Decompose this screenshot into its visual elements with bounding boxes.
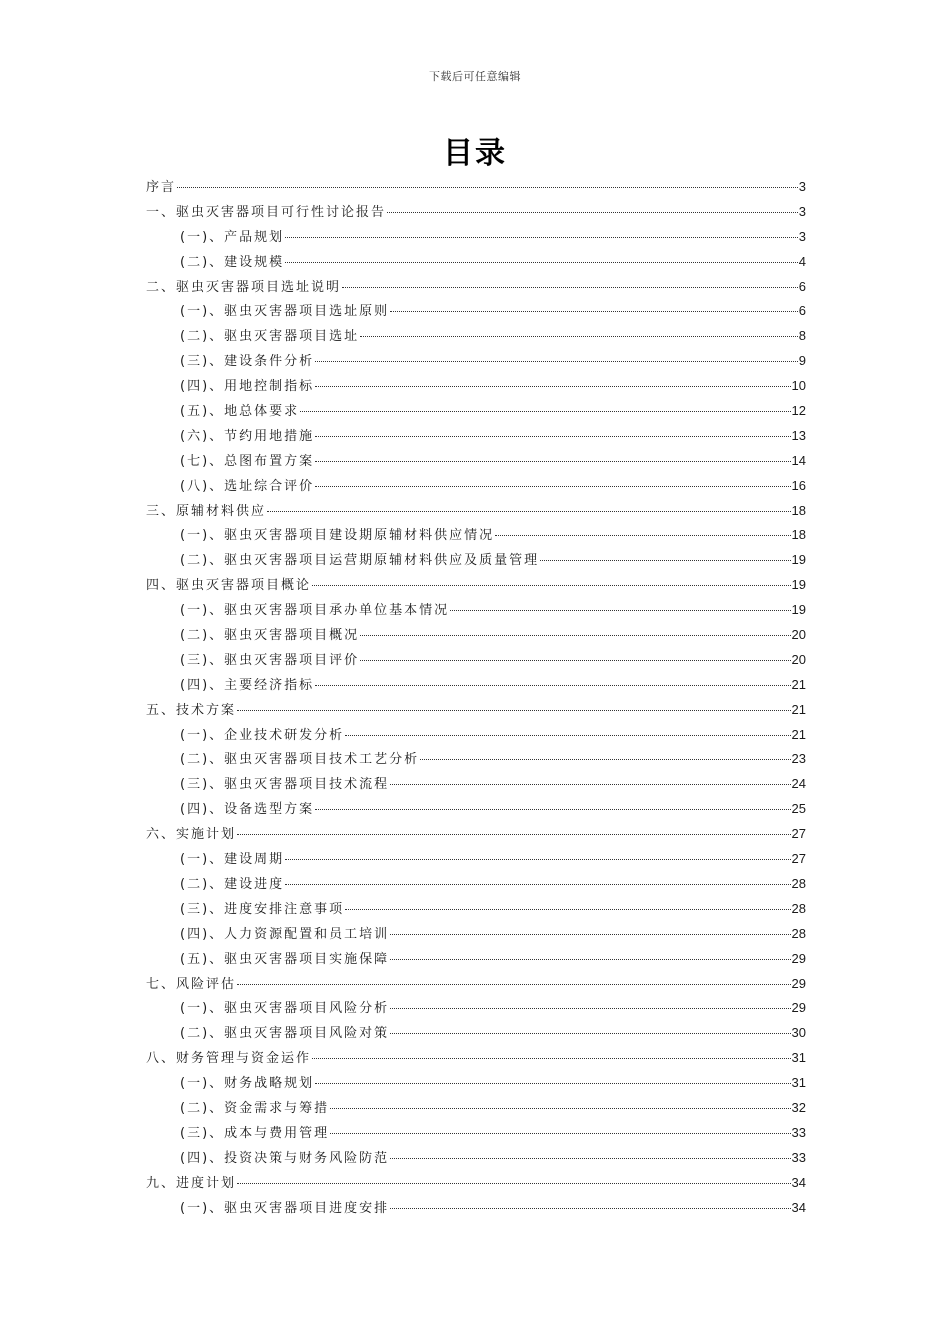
toc-dot-leader [390, 311, 798, 312]
toc-entry-page-number: 18 [791, 502, 806, 518]
toc-dot-leader [387, 212, 798, 213]
toc-dot-leader [285, 237, 798, 238]
toc-entry-label: (二)、驱虫灭害器项目风险对策 [180, 1026, 390, 1042]
toc-dot-leader [300, 411, 790, 412]
toc-entry[interactable] [146, 674, 806, 699]
toc-entry-page-number: 31 [791, 1050, 806, 1066]
toc-entry[interactable] [146, 276, 806, 301]
toc-entry-label: (六)、节约用地措施 [180, 428, 315, 444]
table-of-contents [146, 176, 806, 1221]
toc-dot-leader [330, 1133, 790, 1134]
toc-entry-label: (二)、建设规模 [180, 254, 285, 270]
toc-entry-page-number: 4 [798, 253, 806, 269]
toc-dot-leader [390, 1158, 790, 1159]
toc-entry-page-number: 3 [798, 228, 806, 244]
toc-entry[interactable] [146, 624, 806, 649]
toc-entry-label: (一)、驱虫灭害器项目风险分析 [180, 1001, 390, 1017]
toc-entry-page-number: 18 [791, 527, 806, 543]
toc-entry-label: (四)、投资决策与财务风险防范 [180, 1150, 390, 1166]
toc-dot-leader [312, 1058, 791, 1059]
toc-entry[interactable] [146, 599, 806, 624]
toc-entry-page-number: 9 [798, 353, 806, 369]
toc-entry[interactable] [146, 848, 806, 873]
toc-entry[interactable] [146, 226, 806, 251]
toc-dot-leader [315, 809, 790, 810]
toc-entry[interactable] [146, 798, 806, 823]
toc-entry-page-number: 29 [791, 1000, 806, 1016]
toc-entry[interactable] [146, 300, 806, 325]
toc-dot-leader [315, 1083, 790, 1084]
toc-entry-page-number: 30 [791, 1025, 806, 1041]
toc-entry-page-number: 27 [791, 851, 806, 867]
toc-entry-label: (一)、企业技术研发分析 [180, 727, 345, 743]
toc-dot-leader [315, 486, 790, 487]
toc-entry[interactable] [146, 873, 806, 898]
toc-entry-page-number: 3 [798, 179, 806, 194]
toc-entry-label: (八)、选址综合评价 [180, 478, 315, 494]
header-note: 下载后可任意编辑 [429, 70, 521, 83]
toc-entry[interactable] [146, 823, 806, 848]
toc-entry-page-number: 25 [791, 801, 806, 817]
toc-entry[interactable] [146, 425, 806, 450]
toc-entry[interactable] [146, 973, 806, 998]
toc-entry-label: (二)、驱虫灭害器项目概况 [180, 628, 360, 644]
toc-entry-page-number: 13 [791, 427, 806, 443]
toc-dot-leader [285, 859, 790, 860]
toc-entry-label: 九、进度计划 [146, 1175, 237, 1191]
toc-entry-page-number: 21 [791, 726, 806, 742]
toc-entry[interactable] [146, 500, 806, 525]
toc-entry-label: 八、财务管理与资金运作 [146, 1051, 312, 1067]
toc-dot-leader [540, 560, 790, 561]
toc-entry[interactable] [146, 524, 806, 549]
toc-dot-leader [315, 685, 790, 686]
toc-entry-label: (三)、成本与费用管理 [180, 1125, 330, 1141]
toc-entry-label: (三)、驱虫灭害器项目技术流程 [180, 777, 390, 793]
toc-dot-leader [285, 884, 790, 885]
toc-entry-label: (一)、驱虫灭害器项目选址原则 [180, 304, 390, 320]
toc-entry[interactable] [146, 475, 806, 500]
toc-entry-label: (一)、产品规划 [180, 229, 285, 245]
toc-entry-label: (四)、主要经济指标 [180, 677, 315, 693]
toc-dot-leader [315, 386, 790, 387]
toc-entry[interactable] [146, 549, 806, 574]
toc-entry[interactable] [146, 251, 806, 276]
toc-entry-label: 七、风险评估 [146, 976, 237, 992]
toc-entry-label: (二)、资金需求与筹措 [180, 1100, 330, 1116]
toc-entry[interactable] [146, 724, 806, 749]
toc-entry-page-number: 32 [791, 1099, 806, 1115]
toc-entry[interactable] [146, 350, 806, 375]
toc-dot-leader [450, 610, 790, 611]
toc-entry-page-number: 31 [791, 1075, 806, 1091]
toc-entry[interactable] [146, 1072, 806, 1097]
toc-dot-leader [390, 784, 790, 785]
toc-dot-leader [360, 660, 790, 661]
toc-dot-leader [390, 1008, 790, 1009]
toc-entry[interactable] [146, 649, 806, 674]
toc-entry-page-number: 20 [791, 651, 806, 667]
toc-dot-leader [285, 262, 798, 263]
toc-entry-page-number: 28 [791, 875, 806, 891]
toc-entry-page-number: 14 [791, 452, 806, 468]
toc-dot-leader [390, 1033, 790, 1034]
toc-entry-page-number: 29 [791, 950, 806, 966]
toc-dot-leader [315, 361, 798, 362]
toc-entry-label: (一)、建设周期 [180, 852, 285, 868]
toc-dot-leader [495, 535, 790, 536]
toc-entry[interactable] [146, 898, 806, 923]
toc-entry-label: (一)、驱虫灭害器项目建设期原辅材料供应情况 [180, 528, 495, 544]
toc-entry-page-number: 6 [798, 303, 806, 319]
toc-entry-page-number: 3 [798, 203, 806, 219]
toc-entry[interactable] [146, 375, 806, 400]
toc-entry-label: (二)、驱虫灭害器项目技术工艺分析 [180, 752, 420, 768]
toc-dot-leader [390, 1208, 790, 1209]
toc-dot-leader [267, 511, 791, 512]
toc-entry-page-number: 28 [791, 925, 806, 941]
toc-entry-page-number: 16 [791, 477, 806, 493]
toc-dot-leader [237, 834, 791, 835]
toc-dot-leader [360, 336, 798, 337]
toc-dot-leader [360, 635, 790, 636]
toc-dot-leader [342, 287, 798, 288]
toc-dot-leader [345, 735, 790, 736]
toc-entry-page-number: 8 [798, 328, 806, 344]
toc-entry-page-number: 19 [791, 577, 806, 593]
toc-entry-label: 二、驱虫灭害器项目选址说明 [146, 279, 342, 295]
toc-entry-page-number: 24 [791, 776, 806, 792]
toc-entry-page-number: 27 [791, 826, 806, 842]
page-title: 目录 [443, 136, 507, 171]
toc-entry-label: (五)、地总体要求 [180, 404, 300, 420]
toc-entry-label: (一)、驱虫灭害器项目进度安排 [180, 1200, 390, 1216]
toc-entry-page-number: 10 [791, 378, 806, 394]
toc-entry[interactable] [146, 574, 806, 599]
toc-entry-label: (四)、人力资源配置和员工培训 [180, 926, 390, 942]
toc-entry-label: (一)、驱虫灭害器项目承办单位基本情况 [180, 603, 450, 619]
toc-entry-label: 五、技术方案 [146, 702, 237, 718]
toc-dot-leader [345, 909, 790, 910]
toc-entry-page-number: 19 [791, 552, 806, 568]
toc-entry-label: (三)、进度安排注意事项 [180, 901, 345, 917]
toc-dot-leader [237, 984, 791, 985]
toc-entry-page-number: 34 [791, 1199, 806, 1215]
toc-dot-leader [330, 1108, 790, 1109]
toc-entry[interactable] [146, 923, 806, 948]
toc-entry-label: (二)、驱虫灭害器项目运营期原辅材料供应及质量管理 [180, 553, 540, 569]
toc-entry[interactable] [146, 997, 806, 1022]
toc-entry[interactable] [146, 1022, 806, 1047]
toc-dot-leader [312, 585, 791, 586]
toc-entry-page-number: 6 [798, 278, 806, 294]
toc-entry[interactable] [146, 699, 806, 724]
toc-entry-page-number: 34 [791, 1174, 806, 1190]
toc-entry-label: (一)、财务战略规划 [180, 1076, 315, 1092]
toc-entry[interactable] [146, 1047, 806, 1072]
toc-entry-label: (二)、建设进度 [180, 876, 285, 892]
toc-entry-page-number: 23 [791, 751, 806, 767]
toc-entry-label: (四)、用地控制指标 [180, 379, 315, 395]
toc-entry[interactable] [146, 773, 806, 798]
toc-entry[interactable] [146, 1197, 806, 1222]
toc-entry-page-number: 20 [791, 627, 806, 643]
toc-entry[interactable] [146, 1172, 806, 1197]
toc-entry-page-number: 21 [791, 701, 806, 717]
toc-dot-leader [420, 759, 790, 760]
toc-entry-page-number: 12 [791, 403, 806, 419]
toc-dot-leader [390, 934, 790, 935]
toc-entry-label: 四、驱虫灭害器项目概论 [146, 578, 312, 594]
toc-entry[interactable] [146, 201, 806, 226]
toc-entry[interactable] [146, 1147, 806, 1172]
toc-entry-label: (四)、设备选型方案 [180, 802, 315, 818]
toc-entry-page-number: 33 [791, 1149, 806, 1165]
toc-dot-leader [315, 461, 790, 462]
toc-entry[interactable] [146, 1097, 806, 1122]
toc-dot-leader [315, 436, 790, 437]
toc-entry-label: (三)、建设条件分析 [180, 354, 315, 370]
toc-entry-label: 六、实施计划 [146, 827, 237, 843]
toc-entry[interactable] [146, 176, 806, 201]
toc-entry-label: (三)、驱虫灭害器项目评价 [180, 652, 360, 668]
toc-entry-label: (七)、总图布置方案 [180, 453, 315, 469]
toc-entry-label: 序言 [146, 180, 177, 195]
toc-entry-label: 一、驱虫灭害器项目可行性讨论报告 [146, 204, 387, 220]
toc-entry-page-number: 21 [791, 676, 806, 692]
toc-dot-leader [177, 187, 798, 188]
toc-entry[interactable] [146, 748, 806, 773]
toc-entry[interactable] [146, 1122, 806, 1147]
toc-entry[interactable] [146, 400, 806, 425]
toc-entry[interactable] [146, 325, 806, 350]
toc-entry-page-number: 33 [791, 1124, 806, 1140]
toc-dot-leader [390, 959, 790, 960]
toc-dot-leader [237, 1183, 791, 1184]
toc-entry-page-number: 19 [791, 602, 806, 618]
toc-entry-page-number: 29 [791, 975, 806, 991]
toc-entry-page-number: 28 [791, 900, 806, 916]
toc-entry-label: (五)、驱虫灭害器项目实施保障 [180, 951, 390, 967]
toc-dot-leader [237, 710, 791, 711]
toc-entry-label: (二)、驱虫灭害器项目选址 [180, 329, 360, 345]
toc-entry[interactable] [146, 450, 806, 475]
toc-entry-label: 三、原辅材料供应 [146, 503, 267, 519]
toc-entry[interactable] [146, 948, 806, 973]
